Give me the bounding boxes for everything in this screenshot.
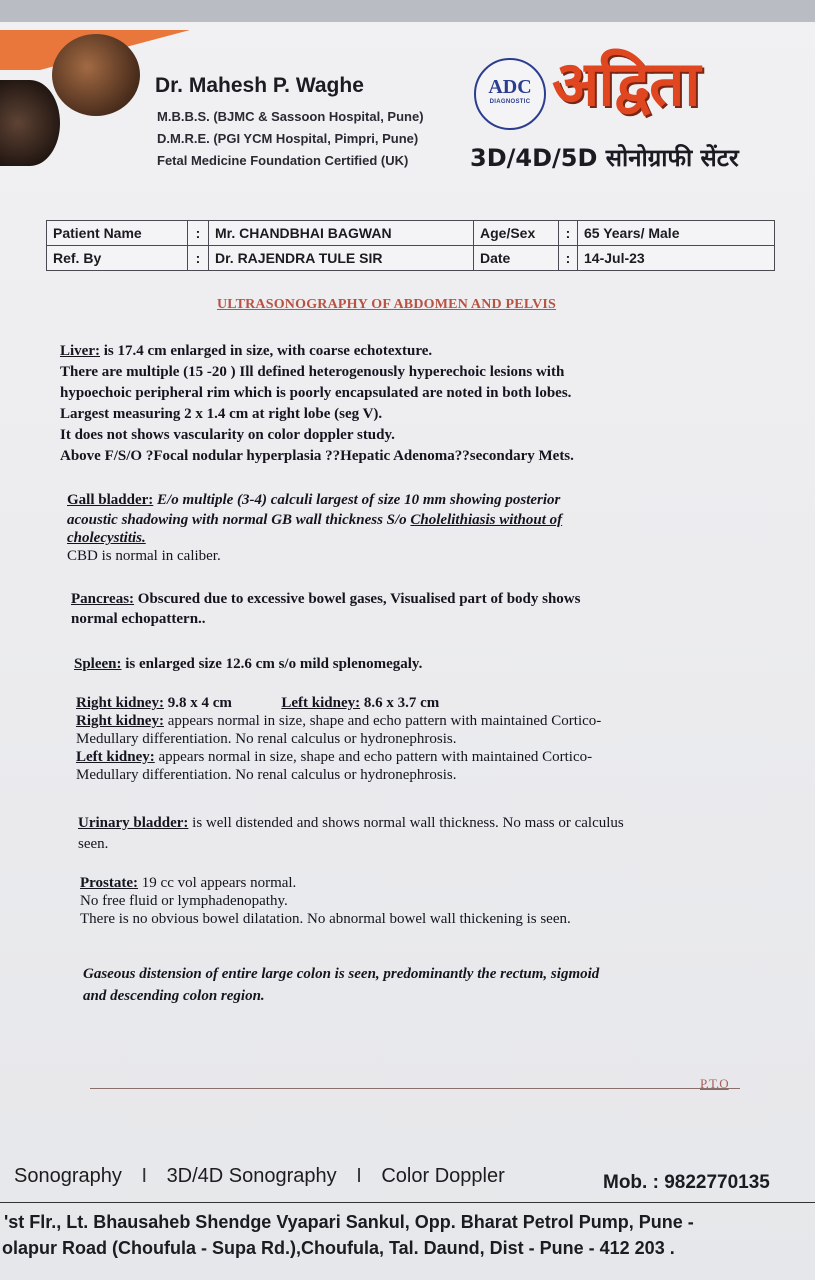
liver-line: There are multiple (15 -20 ) Ill defined heterogenously hyperechoic lesions with bbox=[60, 364, 565, 380]
right-kidney-size: 9.8 x 4 cm bbox=[163, 695, 232, 711]
table-row bbox=[47, 246, 775, 271]
impression-line: and descending colon region. bbox=[83, 988, 265, 1004]
kidney-section bbox=[76, 694, 766, 784]
diagnosis-underlined: cholecystitis. bbox=[67, 530, 146, 546]
liver-line: Largest measuring 2 x 1.4 cm at right lobe (seg V). bbox=[60, 406, 383, 422]
date-label: Date bbox=[474, 246, 559, 271]
page-top-shadow bbox=[0, 0, 815, 22]
gall-bladder-line: E/o multiple (3-4) calculi largest of size 10 mm showing posterior bbox=[153, 492, 561, 508]
left-kidney-size: 8.6 x 3.7 cm bbox=[360, 695, 440, 711]
pancreas-label: Pancreas: bbox=[71, 591, 135, 607]
colon: : bbox=[559, 246, 578, 271]
report-title: ULTRASONOGRAPHY OF ABDOMEN AND PELVIS bbox=[217, 297, 557, 312]
patient-info-table bbox=[46, 220, 775, 271]
footer-divider bbox=[0, 1202, 815, 1203]
liver-line: Above F/S/O ?Focal nodular hyperplasia ??Hepatic Adenoma??secondary Mets. bbox=[60, 448, 574, 464]
liver-section bbox=[60, 342, 760, 465]
qualification-line: D.M.R.E. (PGI YCM Hospital, Pimpri, Pune) bbox=[157, 131, 419, 146]
urinary-bladder-label: Urinary bladder: bbox=[78, 815, 189, 831]
prostate-section bbox=[80, 874, 770, 928]
name-value: Mr. CHANDBHAI BAGWAN bbox=[209, 221, 474, 246]
colon: : bbox=[188, 246, 209, 271]
table-row bbox=[47, 221, 775, 246]
ref-label: Ref. By bbox=[47, 246, 188, 271]
urinary-bladder-section bbox=[78, 814, 768, 853]
prostate-line: No free fluid or lymphadenopathy. bbox=[80, 893, 288, 909]
left-kidney-desc: Medullary differentiation. No renal calculus or hydronephrosis. bbox=[76, 767, 457, 783]
colon: : bbox=[559, 221, 578, 246]
baby-photo-partial bbox=[0, 80, 60, 166]
diagnosis-underlined: Cholelithiasis without of bbox=[410, 512, 563, 528]
address-line: olapur Road (Choufula - Supa Rd.),Choufula, Tal. Daund, Dist - Pune - 412 203 . bbox=[2, 1238, 675, 1258]
urinary-bladder-line: seen. bbox=[78, 836, 109, 852]
pto-rule bbox=[90, 1088, 740, 1089]
impression-section bbox=[83, 963, 773, 1007]
logo-text: ADC bbox=[488, 76, 532, 98]
liver-label: Liver: bbox=[60, 343, 100, 359]
service-item: 3D/4D Sonography bbox=[166, 1165, 337, 1187]
left-kidney-label: Left kidney: bbox=[76, 749, 155, 765]
ref-value: Dr. RAJENDRA TULE SIR bbox=[209, 246, 474, 271]
gall-bladder-label: Gall bladder: bbox=[67, 492, 154, 508]
service-item: Color Doppler bbox=[381, 1165, 505, 1187]
pancreas-line: Obscured due to excessive bowel gases, Visualised part of body shows bbox=[134, 591, 581, 607]
left-kidney-label: Left kidney: bbox=[281, 695, 361, 711]
impression-line: Gaseous distension of entire large colon is seen, predominantly the rectum, sigmoid bbox=[83, 966, 600, 982]
logo-subtext: DIAGNOSTIC bbox=[489, 99, 531, 105]
urinary-bladder-line: is well distended and shows normal wall thickness. No mass or calculus bbox=[188, 815, 624, 831]
brand-name: अद्विता bbox=[552, 47, 700, 120]
right-kidney-desc: appears normal in size, shape and echo pattern with maintained Cortico- bbox=[163, 713, 602, 729]
qualification-line: Fetal Medicine Foundation Certified (UK) bbox=[157, 153, 409, 168]
age-label: Age/Sex bbox=[474, 221, 559, 246]
doctor-name: Dr. Mahesh P. Waghe bbox=[155, 74, 364, 97]
gall-bladder-line: acoustic shadowing with normal GB wall thickness S/o bbox=[67, 512, 411, 528]
prostate-line: There is no obvious bowel dilatation. No abnormal bowel wall thickening is seen. bbox=[80, 911, 571, 927]
address-line: 'st Flr., Lt. Bhausaheb Shendge Vyapari Sankul, Opp. Bharat Petrol Pump, Pune - bbox=[4, 1212, 694, 1232]
left-kidney-desc: appears normal in size, shape and echo pattern with maintained Cortico- bbox=[154, 749, 593, 765]
liver-line: It does not shows vascularity on color doppler study. bbox=[60, 427, 395, 443]
gall-bladder-line: CBD is normal in caliber. bbox=[67, 548, 221, 564]
colon: : bbox=[188, 221, 209, 246]
center-tagline: 3D/4D/5D सोनोग्राफी सेंटर bbox=[470, 144, 739, 172]
qualification-line: M.B.B.S. (BJMC & Sassoon Hospital, Pune) bbox=[157, 109, 424, 124]
baby-photo-logo bbox=[52, 34, 140, 116]
prostate-line: 19 cc vol appears normal. bbox=[138, 875, 297, 891]
date-value: 14-Jul-23 bbox=[578, 246, 775, 271]
liver-line: hypoechoic peripheral rim which is poorly encapsulated are noted in both lobes. bbox=[60, 385, 572, 401]
right-kidney-label: Right kidney: bbox=[76, 695, 164, 711]
name-label: Patient Name bbox=[47, 221, 188, 246]
adc-diagnostic-logo bbox=[474, 58, 546, 130]
pancreas-line: normal echopattern.. bbox=[71, 611, 206, 627]
spleen-line: is enlarged size 12.6 cm s/o mild splenomegaly. bbox=[121, 656, 423, 672]
service-separator: I bbox=[141, 1165, 147, 1187]
prostate-label: Prostate: bbox=[80, 875, 139, 891]
age-value: 65 Years/ Male bbox=[578, 221, 775, 246]
spleen-section bbox=[74, 655, 754, 673]
liver-line: is 17.4 cm enlarged in size, with coarse echotexture. bbox=[99, 343, 433, 359]
footer-services bbox=[14, 1165, 519, 1188]
gall-bladder-section bbox=[67, 491, 757, 565]
right-kidney-desc: Medullary differentiation. No renal calculus or hydronephrosis. bbox=[76, 731, 457, 747]
service-item: Sonography bbox=[14, 1165, 122, 1187]
mobile-number: Mob. : 9822770135 bbox=[603, 1172, 770, 1193]
right-kidney-label: Right kidney: bbox=[76, 713, 164, 729]
service-separator: I bbox=[356, 1165, 362, 1187]
pancreas-section bbox=[71, 590, 761, 628]
pto-label: P.T.O bbox=[700, 1076, 729, 1091]
spleen-label: Spleen: bbox=[74, 656, 122, 672]
